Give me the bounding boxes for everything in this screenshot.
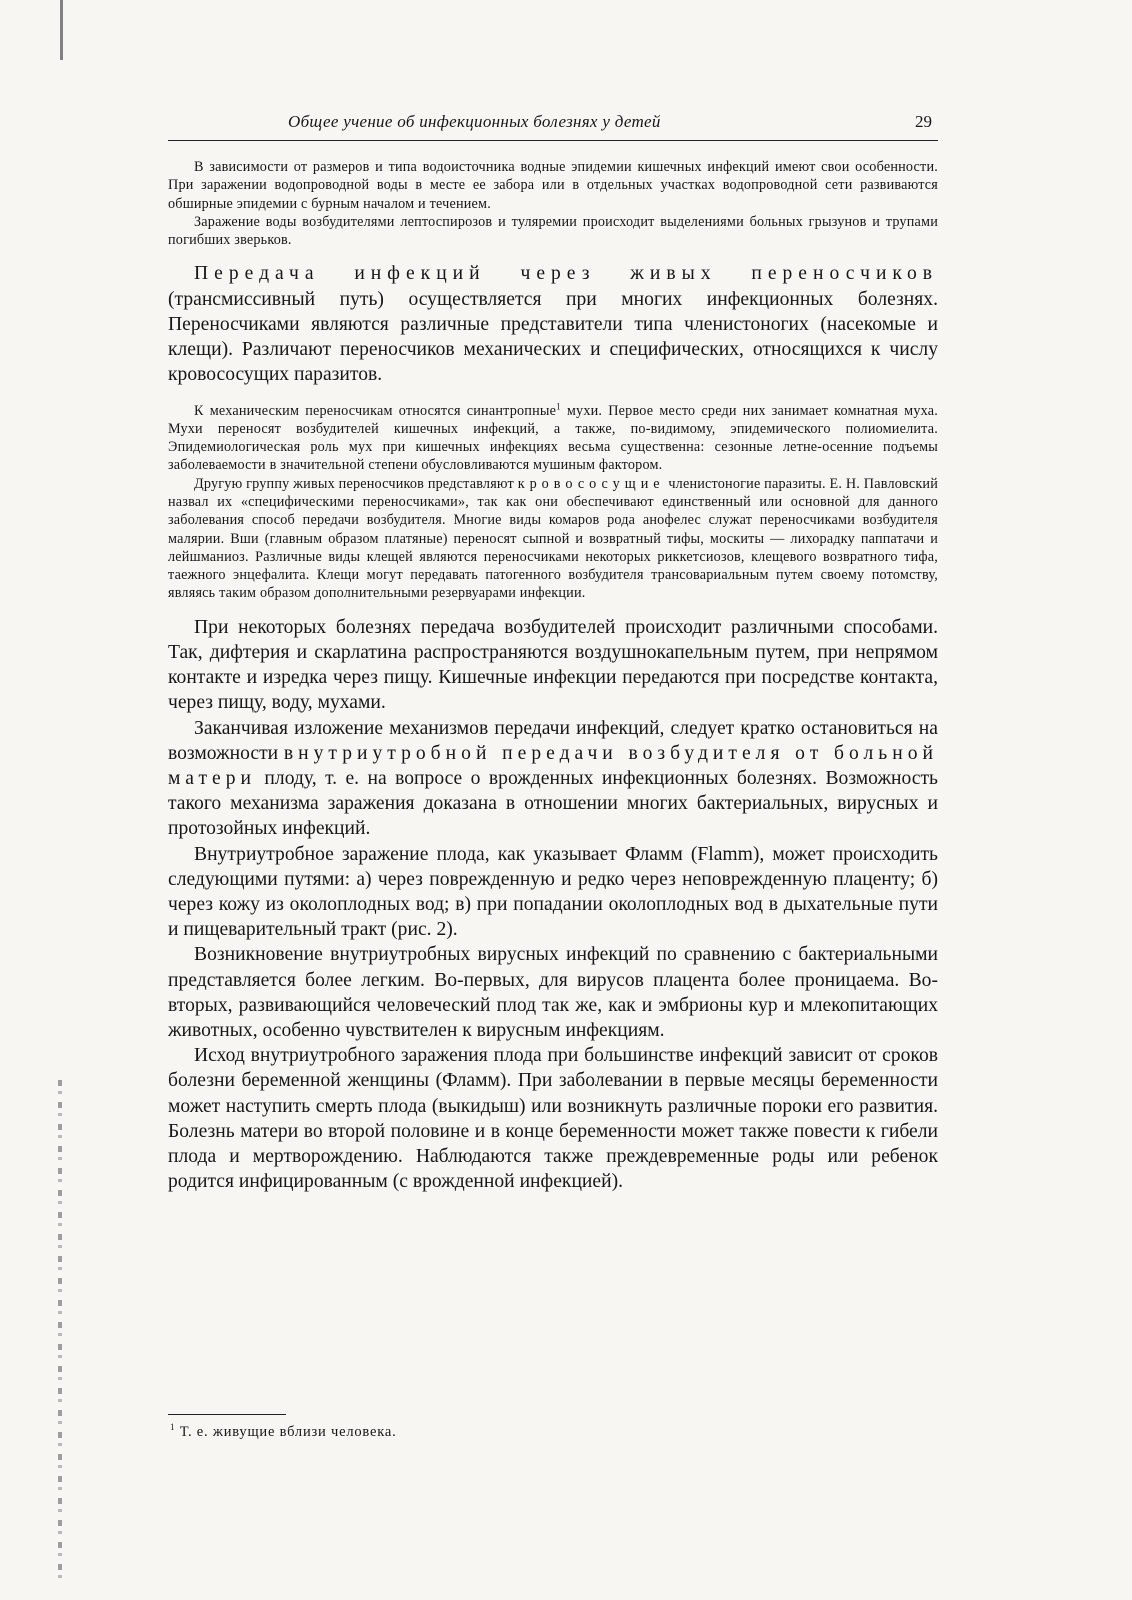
header-title: Общее учение об инфекционных болезнях у детей — [288, 112, 661, 131]
paragraph-text: К механическим переносчикам относятся синантропные — [194, 402, 557, 419]
footnote — [170, 1424, 397, 1441]
paragraph-vector-transmission — [168, 261, 938, 387]
running-header — [168, 110, 938, 141]
paragraph-infection-paths: Внутриутробное заражение плода, как указывает Фламм (Flamm), может происходить следующими путями: а) через поврежденную и редко через неповрежденную плаценту; б) через кожу из околоплодных вод; в) при попадании околоплодных вод в дыхательные пути и пищеварительный тракт (рис. 2). — [168, 843, 938, 941]
paragraph-text: (трансмиссивный путь) осуществляется при многих инфекционных болезнях. Переносчиками являются различные представители типа членистоногих (насекомые и клещи). Различают переносчиков механических и специфических, относящихся к числу кровососущих паразитов. — [168, 288, 938, 386]
paragraph-text: Другую группу живых переносчиков представляют — [194, 475, 518, 492]
scan-artifact — [60, 0, 63, 60]
paragraph-mechanical-vectors — [168, 402, 938, 475]
footnote-ref: 1 — [556, 400, 561, 411]
footnote-text: Т. е. живущие вблизи человека. — [175, 1424, 397, 1440]
footnote-divider — [168, 1414, 286, 1415]
small-block-2 — [168, 402, 938, 603]
spaced-term: кровососущие — [517, 475, 665, 492]
paragraph-water-epidemics: В зависимости от размеров и типа водоисточника водные эпидемии кишечных инфекций имеют свои особенности. При заражении водопроводной воды в месте ее забора или в отдельных участках водопроводной сети развиваются обширные эпидемии с бурным началом и течением. — [168, 159, 938, 212]
spaced-term: Передача инфекций через живых переносчиков — [194, 263, 938, 285]
paragraph-intrauterine — [168, 716, 938, 842]
paragraph-specific-vectors — [168, 475, 938, 603]
small-block-1 — [168, 158, 938, 249]
paragraph-text: членистоногие паразиты. Е. Н. Павловский назвал их «специфическими переносчиками», так как они обеспечивают единственный или основной для данного заболевания способ передачи возбудителя. Многие виды комаров рода анофелес служат переносчиками возбудителя малярии. Вши (главным образом платяные) переносят сыпной и возвратный тифы, москиты — лихорадку паппатачи и лейшманиоз. Различные виды клещей являются переносчиками некоторых риккетсиозов, клещевого возвратного тифа, таежного энцефалита. Клещи могут передавать патогенного возбудителя трансовариальным путем своему потомству, являясь таким образом дополнительными резервуарами инфекции. — [168, 475, 939, 602]
page-body — [168, 158, 938, 1208]
page-number: 29 — [915, 112, 932, 131]
paragraph-multiple-routes: При некоторых болезнях передача возбудителей происходит различными способами. Так, дифтерия и скарлатина распространяются воздушнокапельным путем, при непрямом контакте и изредка через пищу. Кишечные инфекции передаются при посредстве контакта, через пищу, воду, мухами. — [168, 616, 938, 714]
large-block-2 — [168, 615, 938, 1195]
paragraph-water-contamination: Заражение воды возбудителями лептоспирозов и туляремии происходит выделениями больных грызунов и трупами погибших зверьков. — [168, 213, 938, 249]
paragraph-outcome: Исход внутриутробного заражения плода при большинстве инфекций зависит от сроков болезни беременной женщины (Фламм). При заболевании в первые месяцы беременности может наступить смерть плода (выкидыш) или возникнуть различные пороки его развития. Болезнь матери во второй половине и в конце беременности может также повести к гибели плода и мертворождению. Наблюдаются также преждевременные роды или ребенок родится инфицированным (с врожденной инфекцией). — [168, 1045, 938, 1193]
scan-edge-artifact — [58, 1080, 62, 1580]
paragraph-text: Заканчивая изложение механизмов передачи инфекций, следует кратко остановиться на возможности — [168, 717, 938, 764]
paragraph-viral-infections: Возникновение внутриутробных вирусных инфекций по сравнению с бактериальными представляется более легким. Во-первых, для вирусов плацента более проницаема. Во-вторых, развивающийся человеческий плод так же, как и эмбрионы кур и млекопитающих животных, особенно чувствителен к вирусным инфекциям. — [168, 944, 938, 1042]
large-block-1 — [168, 261, 938, 387]
footnote-mark: 1 — [170, 1422, 176, 1433]
paragraph-text: мухи. Первое место среди них занимает комнатная муха. Мухи переносят возбудителей кишечных инфекций, а также, по-видимому, эпидемического полиомиелита. Эпидемиологическая роль мух при кишечных инфекциях весьма существенна: сезонные летне-осенние подъемы заболеваемости в значительной степени обусловливаются мушиным фактором. — [168, 402, 938, 474]
paragraph-text: плоду, т. е. на вопросе о врожденных инфекционных болезнях. Возможность такого механизма заражения доказана в отношении многих бактериальных, вирусных и протозойных инфекций. — [168, 767, 938, 840]
spaced-term: внутриутробной передачи возбудителя от больной матери — [168, 742, 938, 789]
